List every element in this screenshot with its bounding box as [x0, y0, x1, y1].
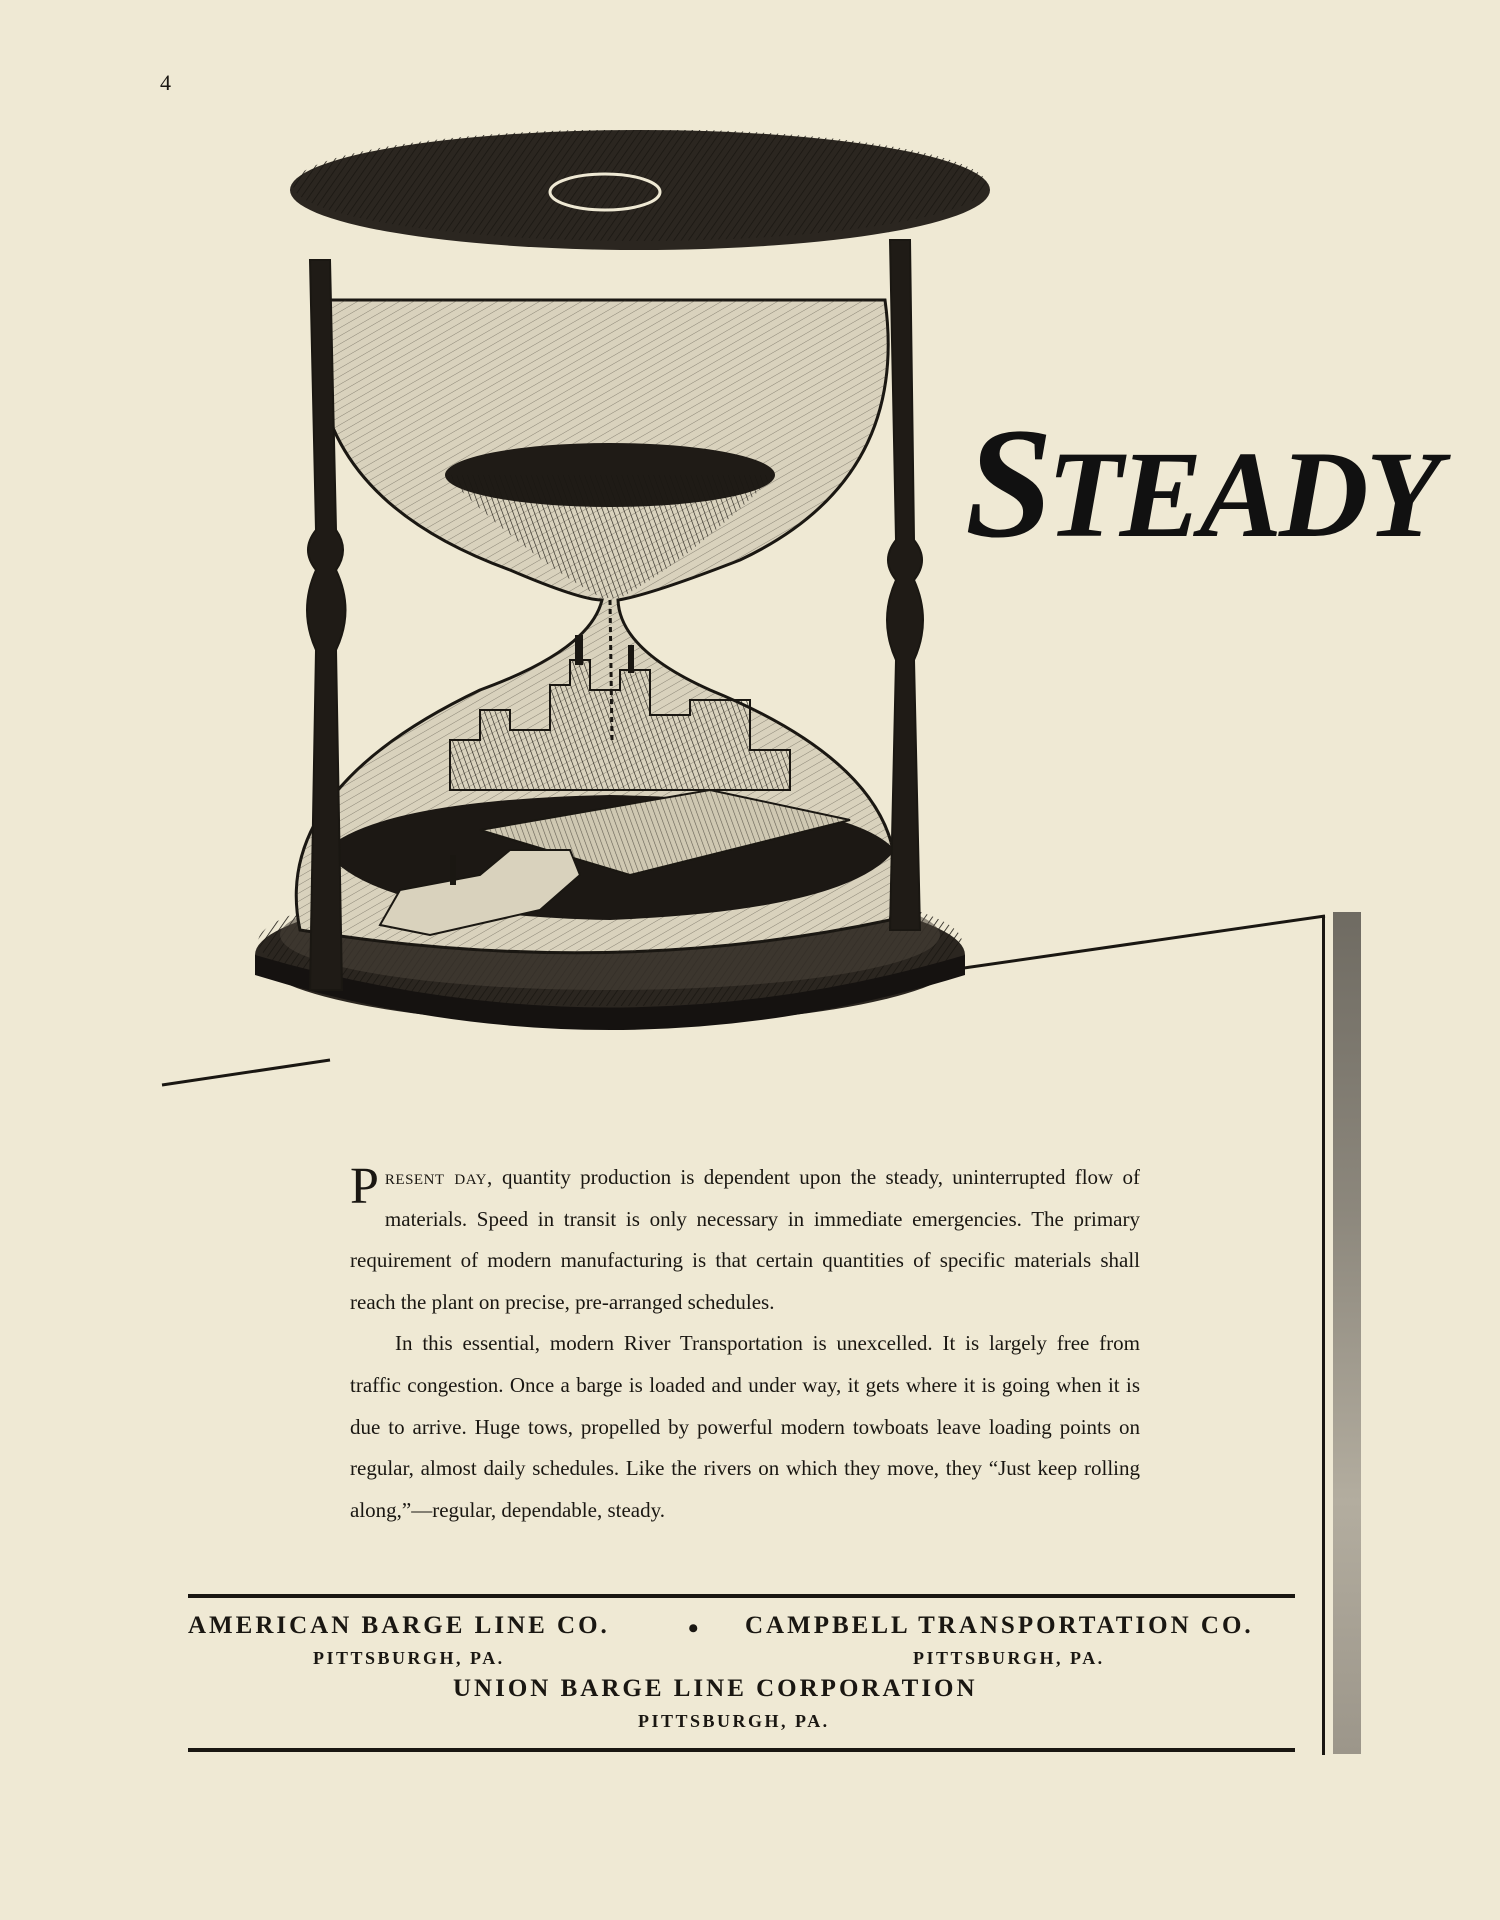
company-name-american: AMERICAN BARGE LINE CO.	[188, 1612, 610, 1639]
paragraph-1	[350, 1157, 1140, 1323]
paragraph-2: In this essential, modern River Transportation is unexcelled. It is largely free from traffic congestion. Once a barge is loaded and under way, it gets where it is going when it is due to arrive. Huge tows, propelled by powerful modern towboats leave loading points on regular, almost daily schedules. Like the rivers on which they move, they “Just keep rolling along,”—regular, dependable, steady.	[350, 1331, 1140, 1522]
hourglass-illustration	[150, 130, 1360, 1110]
frame-rule-vertical	[1322, 915, 1325, 1755]
company-city-campbell: PITTSBURGH, PA.	[913, 1648, 1105, 1668]
paragraph-1-text: quantity production is dependent upon the steady, uninterrupted flow of materials. Speed in transit is only necessary in immediate emergencies. The primary requirement of modern manufacturing is that certain quantities of specific materials shall reach the plant on precise, pre-arranged schedules.	[350, 1165, 1140, 1314]
company-city-union: PITTSBURGH, PA.	[638, 1711, 830, 1731]
company-city-american: PITTSBURGH, PA.	[313, 1648, 505, 1668]
company-name-campbell: CAMPBELL TRANSPORTATION CO.	[745, 1612, 1254, 1639]
drop-cap: P	[350, 1158, 379, 1215]
headline-rest: TEADY	[1046, 426, 1439, 563]
separator-bullet: •	[688, 1612, 699, 1645]
company-name-union: UNION BARGE LINE CORPORATION	[453, 1675, 978, 1702]
bottom-rule	[188, 1748, 1295, 1752]
top-rule	[188, 1594, 1295, 1598]
page-number: 4	[160, 70, 171, 95]
headline	[965, 396, 1439, 575]
headline-initial: S	[965, 396, 1047, 571]
frame-shaded-bar	[1333, 912, 1361, 1754]
body-copy	[350, 1157, 1140, 1531]
hourglass-icon	[255, 130, 990, 1030]
lead-in: resent day,	[384, 1165, 493, 1189]
